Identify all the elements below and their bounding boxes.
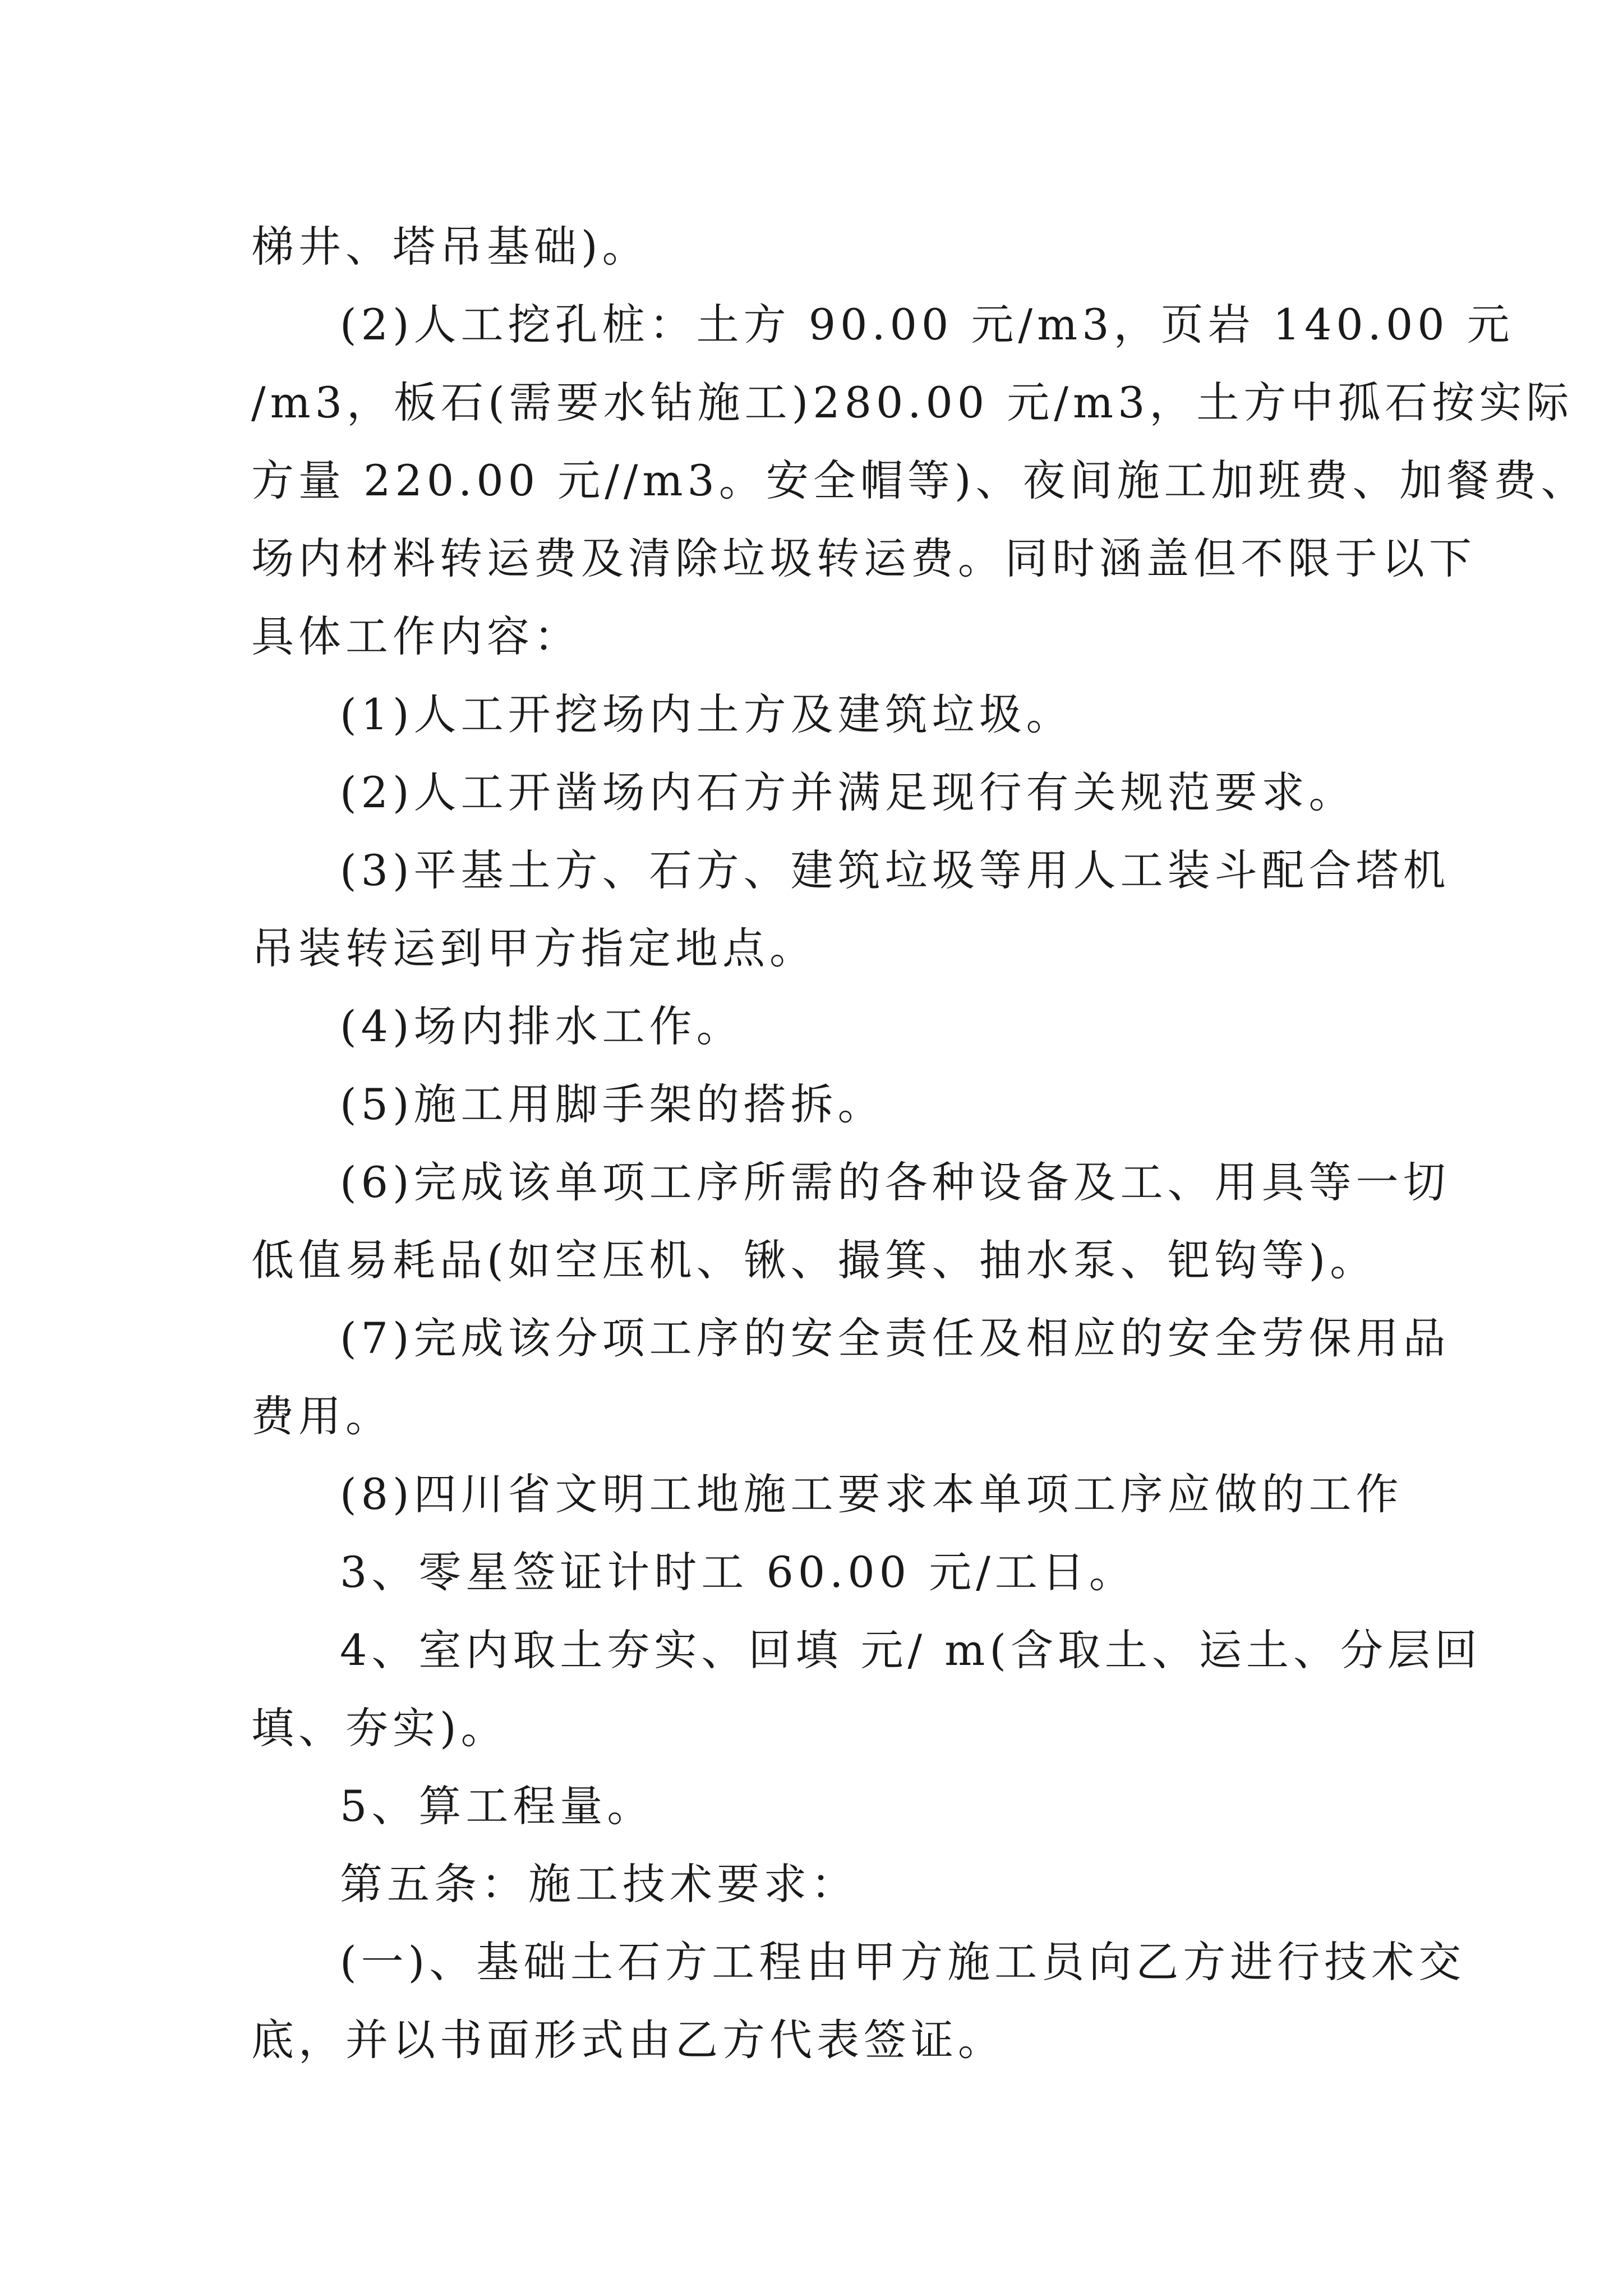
text-line: 低值易耗品(如空压机、锹、撮箕、抽水泵、钯钩等)。 [251, 1235, 1377, 1285]
text-line: 场内材料转运费及清除垃圾转运费。同时涵盖但不限于以下 [251, 533, 1476, 583]
text-line: 具体工作内容： [251, 611, 581, 661]
text-line: 吊装转运到甲方指定地点。 [251, 923, 817, 973]
text-line: 费用。 [251, 1391, 393, 1441]
text-line: (7)完成该分项工序的安全责任及相应的安全劳保用品 [340, 1313, 1450, 1363]
text-line: (一)、基础土石方工程由甲方施工员向乙方进行技术交 [340, 1937, 1466, 1987]
document-body [251, 208, 1588, 2079]
text-line: 3、零星签证计时工 60.00 元/工日。 [340, 1547, 1136, 1597]
text-line: (1)人工开挖场内土方及建筑垃圾。 [340, 689, 1073, 739]
text-line: (5)施工用脚手架的搭拆。 [340, 1079, 885, 1129]
text-line: 填、夯实)。 [251, 1703, 508, 1753]
text-line: (4)场内排水工作。 [340, 1001, 744, 1051]
text-line: (2)人工开凿场内石方并满足现行有关规范要求。 [340, 767, 1356, 817]
text-line: 梯井、塔吊基础)。 [251, 222, 649, 272]
text-line: (3)平基土方、石方、建筑垃圾等用人工装斗配合塔机 [340, 845, 1450, 895]
text-line: 底，并以书面形式由乙方代表签证。 [251, 2015, 1005, 2065]
text-line: (6)完成该单项工序所需的各种设备及工、用具等一切 [340, 1157, 1450, 1207]
text-line: (2)人工挖孔桩：土方 90.00 元/m3，页岩 140.00 元 [340, 300, 1514, 349]
text-line: (8)四川省文明工地施工要求本单项工序应做的工作 [340, 1469, 1403, 1519]
text-line: /m3，板石(需要水钻施工)280.00 元/m3，土方中孤石按实际 [251, 378, 1574, 427]
text-line: 方量 220.00 元//m3。安全帽等)、夜间施工加班费、加餐费、 [251, 455, 1588, 505]
text-line: 5、算工程量。 [340, 1781, 654, 1831]
text-line: 第五条：施工技术要求： [340, 1859, 858, 1909]
text-line: 4、室内取土夯实、回填 元/ m(含取土、运土、分层回 [340, 1625, 1482, 1675]
